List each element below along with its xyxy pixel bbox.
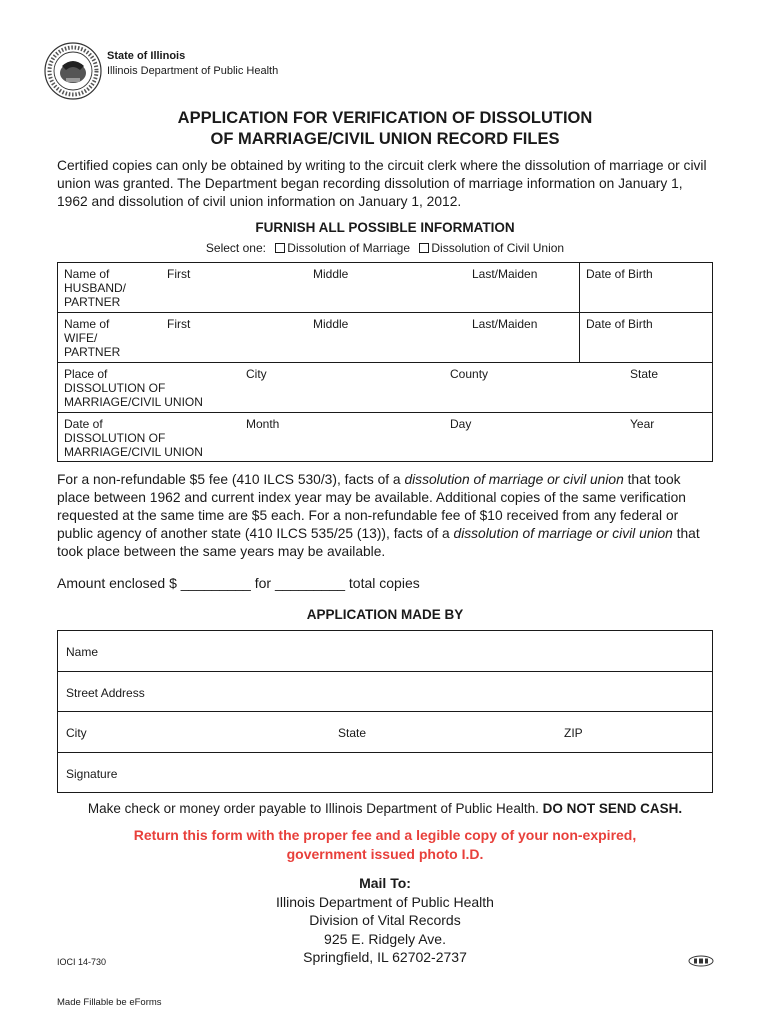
form-id: IOCI 14-730 bbox=[57, 957, 107, 967]
label-line: MARRIAGE/CIVIL UNION bbox=[64, 445, 203, 459]
husband-row-label bbox=[64, 267, 214, 309]
form-title bbox=[0, 108, 770, 150]
return-instructions bbox=[0, 826, 770, 864]
date-year-field[interactable]: Year bbox=[630, 417, 655, 431]
footer-note: Made Fillable be eForms bbox=[57, 997, 162, 1008]
place-row-label bbox=[64, 367, 214, 409]
label-line: PARTNER bbox=[64, 295, 121, 309]
fee-text-italic1: dissolution of marriage or civil union bbox=[404, 472, 624, 487]
fee-paragraph bbox=[57, 471, 717, 561]
wife-row-label bbox=[64, 317, 214, 359]
option-dissolution-marriage-label: Dissolution of Marriage bbox=[287, 241, 411, 255]
label-line: HUSBAND/ bbox=[64, 281, 127, 295]
copies-field[interactable]: _________ bbox=[274, 575, 346, 591]
label-line: Place of bbox=[64, 367, 108, 381]
label-line: MARRIAGE/CIVIL UNION bbox=[64, 395, 203, 409]
applicant-city-state-zip-row bbox=[58, 712, 712, 753]
checkbox-icon[interactable] bbox=[419, 243, 429, 253]
applicant-heading: APPLICATION MADE BY bbox=[306, 607, 464, 622]
copies-label: total copies bbox=[348, 575, 420, 591]
label-line: Date of bbox=[64, 417, 103, 431]
furnish-heading: FURNISH ALL POSSIBLE INFORMATION bbox=[255, 220, 515, 235]
payment-note bbox=[0, 801, 770, 816]
amount-label: Amount enclosed $ bbox=[57, 575, 177, 591]
wife-last-field[interactable]: Last/Maiden bbox=[472, 317, 538, 331]
form-title-line1: APPLICATION FOR VERIFICATION OF DISSOLUTION bbox=[177, 109, 593, 127]
husband-first-field[interactable]: First bbox=[167, 267, 191, 281]
return-note-line2: government issued photo I.D. bbox=[286, 846, 484, 862]
applicant-street-row[interactable] bbox=[58, 672, 712, 713]
mail-address-line: Illinois Department of Public Health bbox=[276, 893, 494, 910]
date-month-field[interactable]: Month bbox=[246, 417, 280, 431]
husband-row bbox=[58, 263, 712, 313]
label-line: DISSOLUTION OF bbox=[64, 381, 166, 395]
applicant-table bbox=[57, 630, 713, 793]
place-state-field[interactable]: State bbox=[630, 367, 659, 381]
wife-first-field[interactable]: First bbox=[167, 317, 191, 331]
column-divider bbox=[579, 313, 580, 363]
checkbox-icon[interactable] bbox=[275, 243, 285, 253]
dissolution-type-selector bbox=[0, 241, 770, 255]
amount-enclosed-row bbox=[57, 575, 420, 591]
wife-middle-field[interactable]: Middle bbox=[313, 317, 349, 331]
applicant-name-label: Name bbox=[66, 645, 99, 659]
label-line: Name of bbox=[64, 317, 110, 331]
date-day-field[interactable]: Day bbox=[450, 417, 472, 431]
label-line: Name of bbox=[64, 267, 110, 281]
amount-field[interactable]: _________ bbox=[180, 575, 251, 591]
date-row bbox=[58, 413, 712, 463]
applicant-signature-label: Signature bbox=[66, 766, 118, 781]
place-row bbox=[58, 363, 712, 413]
fee-text-part3: that took place between the same years may be available. bbox=[57, 526, 700, 559]
wife-dob-field[interactable]: Date of Birth bbox=[586, 317, 653, 331]
applicant-state-field[interactable]: State bbox=[338, 726, 367, 740]
record-info-table bbox=[57, 262, 713, 462]
fee-text-italic2: dissolution of marriage or civil union bbox=[453, 526, 673, 541]
place-city-field[interactable]: City bbox=[246, 367, 267, 381]
mailing-address bbox=[0, 874, 770, 967]
applicant-street-label: Street Address bbox=[66, 685, 145, 700]
column-divider bbox=[579, 263, 580, 313]
applicant-signature-row[interactable] bbox=[58, 753, 712, 794]
amount-for-label: for bbox=[254, 575, 272, 591]
applicant-city-field[interactable]: City bbox=[66, 726, 87, 740]
intro-paragraph: Certified copies can only be obtained by writing to the circuit clerk where the dissolution of marriage or civil union was granted. The Department began recording dissolution of marriage information on January 1, 1962 and dissolution of civil union information on January 1, 2012. bbox=[57, 158, 707, 209]
applicant-name-row[interactable] bbox=[58, 631, 712, 672]
mail-address-line: Springfield, IL 62702-2737 bbox=[303, 949, 467, 965]
select-label: Select one: bbox=[205, 241, 266, 255]
label-line: WIFE/ bbox=[64, 331, 98, 345]
agency-department-name: Illinois Department of Public Health bbox=[107, 65, 279, 77]
payment-note-text: Make check or money order payable to Illinois Department of Public Health. bbox=[87, 801, 539, 816]
husband-dob-field[interactable]: Date of Birth bbox=[586, 267, 653, 281]
mail-to-label: Mail To: bbox=[359, 875, 411, 891]
place-county-field[interactable]: County bbox=[450, 367, 489, 381]
mail-address-line: Division of Vital Records bbox=[309, 912, 461, 928]
union-bug-icon bbox=[688, 955, 714, 967]
mail-address-line: 925 E. Ridgely Ave. bbox=[324, 930, 446, 947]
wife-row bbox=[58, 313, 712, 363]
label-line: PARTNER bbox=[64, 345, 121, 359]
agency-state-name: State of Illinois bbox=[107, 50, 186, 62]
return-note-line1: Return this form with the proper fee and a legible copy of your non-expired, bbox=[133, 827, 637, 843]
state-seal-icon bbox=[44, 42, 102, 100]
form-title-line2: OF MARRIAGE/CIVIL UNION RECORD FILES bbox=[210, 130, 560, 148]
fee-text-part1: For a non-refundable $5 fee (410 ILCS 530/3), facts of a bbox=[57, 472, 405, 487]
husband-middle-field[interactable]: Middle bbox=[313, 267, 349, 281]
husband-last-field[interactable]: Last/Maiden bbox=[472, 267, 538, 281]
date-row-label bbox=[64, 417, 214, 459]
payment-note-emphasis: DO NOT SEND CASH. bbox=[542, 801, 683, 816]
fee-text-part2: that took place between 1962 and current index year may be available. Additional copies of the same verification requested at the same time are $5 each. For a non-refundable fee of $10 received from any federal or public agency of another state (410 ILCS 535/25 (13)), facts of a bbox=[57, 472, 686, 541]
option-dissolution-civil-union-label: Dissolution of Civil Union bbox=[431, 241, 565, 255]
applicant-zip-field[interactable]: ZIP bbox=[564, 726, 583, 740]
label-line: DISSOLUTION OF bbox=[64, 431, 166, 445]
